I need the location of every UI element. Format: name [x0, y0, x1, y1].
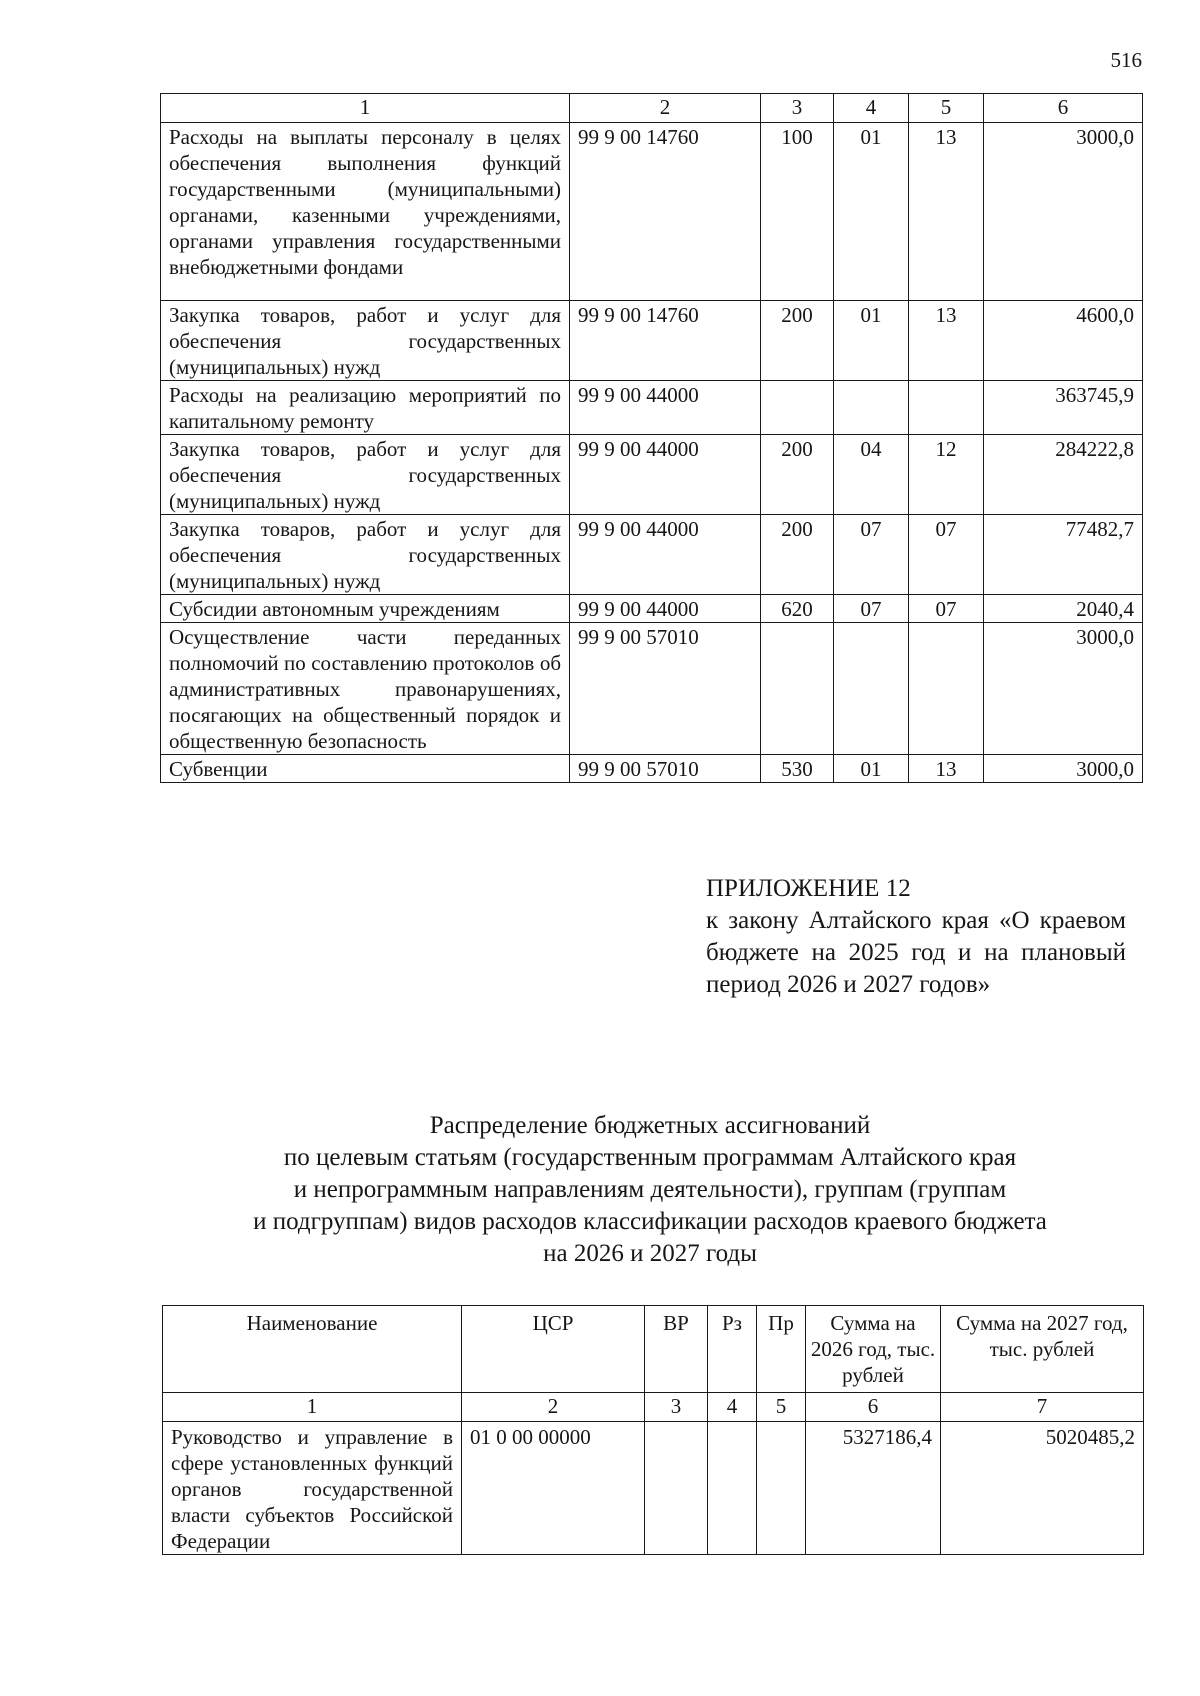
column-number-row	[163, 1393, 1144, 1422]
row-vr	[761, 623, 834, 755]
table-row	[161, 515, 1143, 595]
header-sum-2027: Сумма на 2027 год, тыс. рублей	[941, 1306, 1144, 1393]
row-sum: 284222,8	[984, 435, 1143, 515]
row-name: Закупка товаров, работ и услуг для обеспечения государственных (муниципальных) нужд	[161, 301, 570, 381]
heading-line: и подгруппам) видов расходов классификации расходов краевого бюджета	[253, 1208, 1047, 1235]
row-name: Закупка товаров, работ и услуг для обеспечения государственных (муниципальных) нужд	[161, 515, 570, 595]
row-pr: 07	[909, 515, 984, 595]
row-pr	[909, 623, 984, 755]
row-csr: 99 9 00 57010	[570, 755, 761, 783]
row-rz: 01	[834, 123, 909, 301]
row-vr: 530	[761, 755, 834, 783]
col-number-7: 7	[941, 1393, 1144, 1422]
row-rz: 07	[834, 515, 909, 595]
row-vr	[761, 381, 834, 435]
expenditure-table-continued	[160, 93, 1143, 783]
row-sum: 3000,0	[984, 623, 1143, 755]
col-number-3: 3	[645, 1393, 708, 1422]
row-csr: 99 9 00 44000	[570, 381, 761, 435]
col-number-5: 5	[757, 1393, 806, 1422]
col-number-2: 2	[462, 1393, 645, 1422]
row-vr: 100	[761, 123, 834, 301]
row-sum-2027: 5020485,2	[941, 1422, 1144, 1555]
row-pr: 13	[909, 301, 984, 381]
row-name: Субвенции	[161, 755, 570, 783]
table-row	[163, 1422, 1144, 1555]
row-csr: 99 9 00 44000	[570, 515, 761, 595]
col-number-2: 2	[570, 94, 761, 123]
row-csr: 99 9 00 14760	[570, 301, 761, 381]
table-row	[161, 623, 1143, 755]
col-number-4: 4	[834, 94, 909, 123]
table-row	[161, 435, 1143, 515]
row-csr: 99 9 00 44000	[570, 435, 761, 515]
header-row	[163, 1306, 1144, 1393]
appendix-subtitle: к закону Алтайского края «О краевом бюджете на 2025 год и на плановый период 2026 и 2027 годов»	[706, 907, 1126, 998]
header-rz: Рз	[708, 1306, 757, 1393]
row-vr	[645, 1422, 708, 1555]
row-rz	[834, 623, 909, 755]
col-number-1: 1	[161, 94, 570, 123]
row-name: Субсидии автономным учреждениям	[161, 595, 570, 623]
row-rz: 07	[834, 595, 909, 623]
table-row	[161, 755, 1143, 783]
header-csr: ЦСР	[462, 1306, 645, 1393]
appendix-title: ПРИЛОЖЕНИЕ 12	[706, 875, 911, 902]
appendix-block	[706, 873, 1126, 1001]
budget-allocation-table	[162, 1305, 1144, 1555]
header-pr: Пр	[757, 1306, 806, 1393]
heading-line: Распределение бюджетных ассигнований	[429, 1112, 871, 1139]
row-vr: 620	[761, 595, 834, 623]
col-number-3: 3	[761, 94, 834, 123]
row-csr: 01 0 00 00000	[462, 1422, 645, 1555]
table-row	[161, 381, 1143, 435]
row-pr: 12	[909, 435, 984, 515]
row-csr: 99 9 00 14760	[570, 123, 761, 301]
row-pr: 13	[909, 123, 984, 301]
heading-line: на 2026 и 2027 годы	[543, 1240, 757, 1267]
header-vr: ВР	[645, 1306, 708, 1393]
row-sum: 77482,7	[984, 515, 1143, 595]
row-sum: 3000,0	[984, 123, 1143, 301]
row-pr: 07	[909, 595, 984, 623]
row-csr: 99 9 00 57010	[570, 623, 761, 755]
row-rz	[708, 1422, 757, 1555]
row-vr: 200	[761, 435, 834, 515]
row-rz: 01	[834, 755, 909, 783]
row-sum-2026: 5327186,4	[806, 1422, 941, 1555]
row-sum: 3000,0	[984, 755, 1143, 783]
page-number: 516	[1110, 48, 1142, 72]
col-number-5: 5	[909, 94, 984, 123]
row-sum: 2040,4	[984, 595, 1143, 623]
header-name: Наименование	[163, 1306, 462, 1393]
row-name: Расходы на выплаты персоналу в целях обеспечения выполнения функций государственными (муниципальными) органами, казенными учреждениями, органами управления государственными внебюджетными фондами	[161, 123, 570, 301]
row-pr: 13	[909, 755, 984, 783]
row-sum: 363745,9	[984, 381, 1143, 435]
header-sum-2026: Сумма на 2026 год, тыс. рублей	[806, 1306, 941, 1393]
col-number-1: 1	[163, 1393, 462, 1422]
row-name: Осуществление части переданных полномочий по составлению протоколов об административных правонарушениях, посягающих на общественный порядок и общественную безопасность	[161, 623, 570, 755]
table-row	[161, 301, 1143, 381]
row-rz: 04	[834, 435, 909, 515]
row-name: Расходы на реализацию мероприятий по капитальному ремонту	[161, 381, 570, 435]
row-rz: 01	[834, 301, 909, 381]
heading-line: и непрограммным направлениям деятельности), группам (группам	[293, 1176, 1007, 1203]
heading-line: по целевым статьям (государственным программам Алтайского края	[283, 1144, 1017, 1171]
table-row	[161, 595, 1143, 623]
row-pr	[909, 381, 984, 435]
row-vr: 200	[761, 301, 834, 381]
col-number-6: 6	[806, 1393, 941, 1422]
col-number-6: 6	[984, 94, 1143, 123]
row-name: Руководство и управление в сфере установленных функций органов государственной власти субъектов Российской Федерации	[163, 1422, 462, 1555]
row-rz	[834, 381, 909, 435]
table-row	[161, 123, 1143, 301]
row-sum: 4600,0	[984, 301, 1143, 381]
row-vr: 200	[761, 515, 834, 595]
column-number-row	[161, 94, 1143, 123]
row-csr: 99 9 00 44000	[570, 595, 761, 623]
row-pr	[757, 1422, 806, 1555]
row-name: Закупка товаров, работ и услуг для обеспечения государственных (муниципальных) нужд	[161, 435, 570, 515]
section-heading	[160, 1110, 1140, 1270]
col-number-4: 4	[708, 1393, 757, 1422]
